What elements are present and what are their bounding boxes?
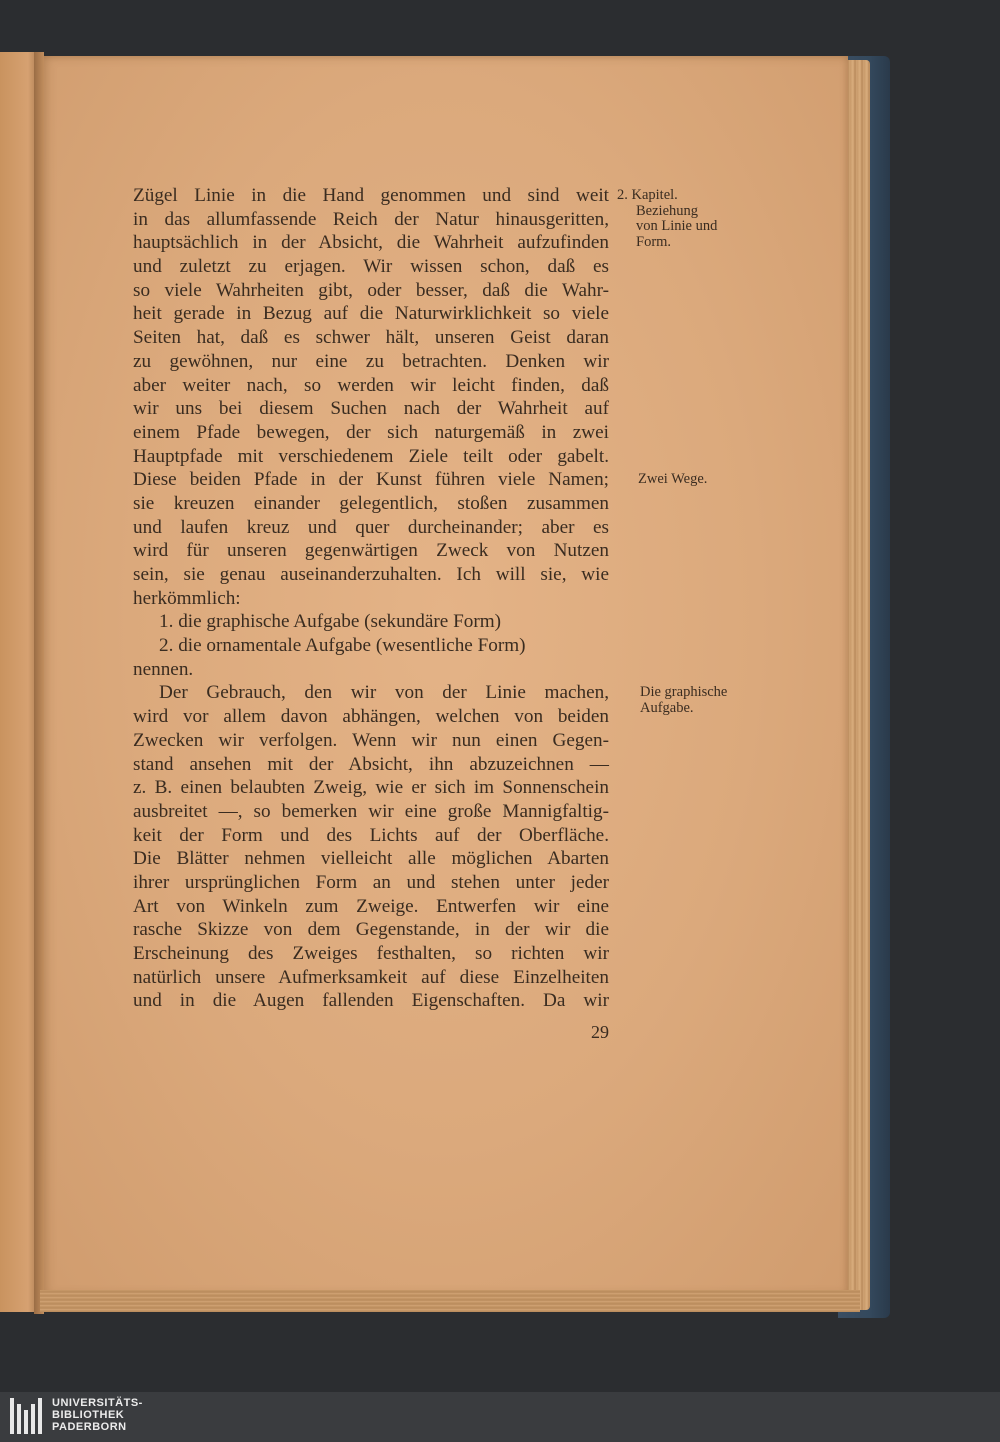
- text-line: Zügel Linie in die Hand genommen und sind weit: [133, 185, 609, 206]
- list-item: 2. die ornamentale Aufgabe (wesentliche Form): [159, 635, 526, 657]
- text-line: sie kreuzen einander gelegentlich, stoßen zusammen: [133, 492, 609, 514]
- body-text: [133, 184, 609, 1013]
- book-gutter: [34, 52, 44, 1314]
- marginal-graphic-line: Aufgabe.: [640, 699, 694, 716]
- text-line: ihrer ursprünglichen Form an und stehen unter jeder: [133, 871, 609, 893]
- text-line: einem Pfade bewegen, der sich naturgemäß in zwei: [133, 421, 609, 443]
- marginal-note-graphic-task: [640, 685, 727, 716]
- text-line: und in die Augen fallenden Eigenschaften. Da wir: [133, 990, 609, 1012]
- text-line: Hauptpfade mit verschiedenem Ziele teilt oder gabelt.: [133, 445, 609, 467]
- text-line: und laufen kreuz und quer durcheinander; aber es: [133, 516, 609, 538]
- text-line: zu gewöhnen, nur eine zu betrachten. Denken wir: [133, 350, 609, 372]
- text-line: keit der Form und des Lichts auf der Oberfläche.: [133, 824, 609, 846]
- library-name-line: UNIVERSITÄTS-: [52, 1397, 143, 1409]
- marginal-chapter-number: 2. Kapitel.: [617, 187, 678, 203]
- library-logo-icon: [10, 1398, 44, 1434]
- list-item: 1. die graphische Aufgabe (sekundäre Form): [159, 611, 502, 633]
- text-line: hauptsächlich in der Absicht, die Wahrheit aufzufinden: [133, 232, 609, 254]
- text-line: Art von Winkeln zum Zweige. Entwerfen wir eine: [133, 895, 609, 917]
- text-line: wird vor allem davon abhängen, welchen von beiden: [133, 706, 609, 728]
- marginal-chapter-title: Beziehung: [636, 202, 699, 219]
- text-line: Seiten hat, daß es schwer hält, unseren Geist daran: [133, 327, 609, 349]
- marginal-note-two-ways: Zwei Wege.: [638, 471, 708, 487]
- text-line: rasche Skizze von dem Gegenstande, in der wir die: [133, 919, 609, 941]
- text-line: natürlich unsere Aufmerksamkeit auf diese Einzelheiten: [133, 966, 609, 988]
- text-line: Erscheinung des Zweiges festhalten, so richten wir: [133, 943, 609, 964]
- text-line: sein, sie genau auseinanderzuhalten. Ich will sie, wie: [133, 564, 609, 585]
- text-line: herkömmlich:: [133, 587, 241, 609]
- text-line: Diese beiden Pfade in der Kunst führen viele Namen;: [133, 469, 609, 491]
- text-line: in das allumfassende Reich der Natur hinausgeritten,: [133, 208, 609, 230]
- text-line: Die Blätter nehmen vielleicht alle möglichen Abarten: [133, 848, 609, 870]
- library-name-line: BIBLIOTHEK: [52, 1409, 125, 1421]
- text-line: ausbreitet —, so bemerken wir eine große Mannigfaltig-: [133, 800, 609, 822]
- text-line: wird für unseren gegenwärtigen Zweck von Nutzen: [133, 540, 609, 562]
- text-line: heit gerade in Bezug auf die Naturwirklichkeit so viele: [133, 303, 609, 325]
- text-line: Der Gebrauch, den wir von der Linie machen,: [159, 682, 609, 704]
- marginal-graphic-line: Die graphische: [640, 684, 728, 700]
- text-line: stand ansehen mit der Absicht, ihn abzuzeichnen —: [133, 753, 609, 775]
- marginal-chapter-title: von Linie und: [636, 218, 718, 234]
- marginal-chapter-title: Form.: [636, 233, 672, 250]
- text-line: wir uns bei diesem Suchen nach der Wahrheit auf: [133, 398, 609, 420]
- marginal-note-chapter: [617, 188, 717, 250]
- library-name: [52, 1397, 143, 1433]
- page-bottom-edges: [40, 1290, 860, 1312]
- text-line: aber weiter nach, so werden wir leicht finden, daß: [133, 374, 609, 396]
- text-line: z. B. einen belaubten Zweig, wie er sich im Sonnenschein: [133, 777, 609, 799]
- library-name-line: PADERBORN: [52, 1421, 127, 1433]
- text-line: so viele Wahrheiten gibt, oder besser, daß die Wahr-: [133, 279, 609, 301]
- text-line: Zwecken wir verfolgen. Wenn wir nun einen Gegen-: [133, 729, 609, 751]
- text-line: nennen.: [133, 658, 194, 680]
- text-line: und zuletzt zu erjagen. Wir wissen schon, daß es: [133, 256, 609, 278]
- footer-bar: [0, 1392, 1000, 1442]
- page-number: 29: [591, 1022, 609, 1042]
